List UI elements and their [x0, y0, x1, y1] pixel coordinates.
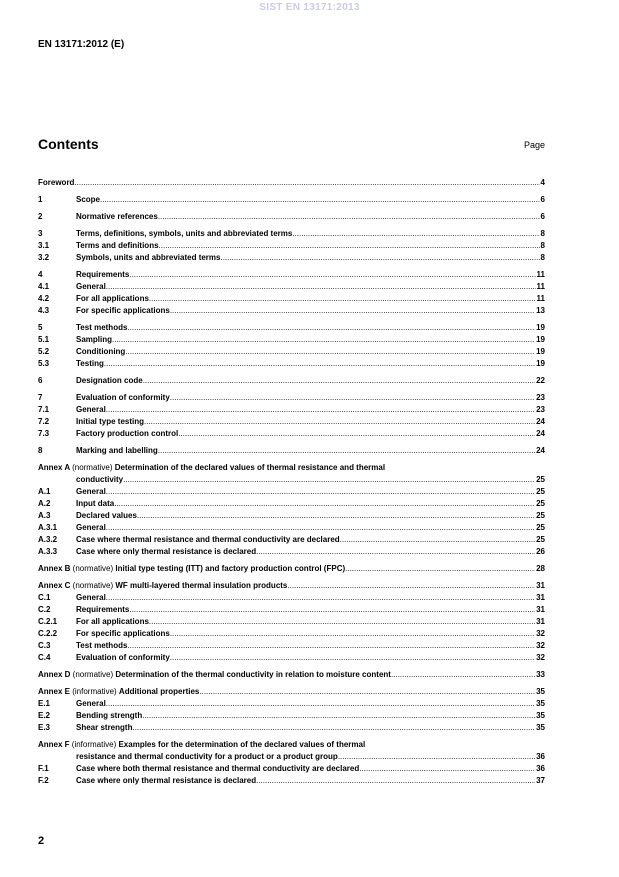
- toc-entry-title: General: [76, 523, 106, 532]
- toc-entry-title: Case where thermal resistance and thermal conductivity are declared: [76, 535, 340, 544]
- toc-entry-title: Conditioning: [76, 347, 126, 356]
- toc-annex-continuation[interactable]: [38, 751, 545, 763]
- toc-entry-title: Marking and labelling: [76, 446, 158, 455]
- toc-entry[interactable]: [38, 763, 545, 775]
- toc-section-number: E.2: [38, 711, 51, 720]
- toc-entry-title: Declared values: [76, 511, 137, 520]
- annex-kind: (normative): [72, 581, 116, 590]
- toc-entry[interactable]: [38, 177, 545, 189]
- toc-page-number: 23: [536, 405, 545, 414]
- toc-annex-entry[interactable]: [38, 739, 545, 751]
- toc-entry[interactable]: [38, 775, 545, 787]
- toc-entry-title: Evaluation of conformity: [76, 393, 170, 402]
- toc-page-number: 35: [536, 723, 545, 732]
- toc-page-number: 25: [536, 475, 545, 484]
- toc-annex-entry[interactable]: [38, 686, 545, 698]
- toc-entry-title: Case where both thermal resistance and thermal conductivity are declared: [76, 764, 360, 773]
- dot-leader: [129, 604, 535, 616]
- dot-leader: [143, 375, 535, 387]
- dot-leader: [159, 240, 540, 252]
- toc-section-number: 4.2: [38, 294, 50, 303]
- toc-entry[interactable]: [38, 546, 545, 558]
- toc-entry-title: conductivity: [76, 475, 124, 484]
- toc-entry-title: For all applications: [76, 617, 149, 626]
- toc-section-number: 2: [38, 212, 43, 221]
- dot-leader: [345, 563, 535, 575]
- toc-entry[interactable]: [38, 305, 545, 317]
- watermark: SIST EN 13171:2013: [259, 2, 360, 13]
- dot-leader: [391, 669, 535, 681]
- toc-annex-entry[interactable]: [38, 462, 545, 474]
- toc-page-number: 23: [536, 393, 545, 402]
- toc-page-number: 35: [536, 711, 545, 720]
- toc-annex-continuation[interactable]: [38, 474, 545, 486]
- dot-leader: [142, 710, 535, 722]
- annex-kind: (informative): [72, 687, 119, 696]
- annex-label: Annex A: [38, 463, 73, 472]
- toc-section-number: 7.1: [38, 405, 50, 414]
- toc-section-number: 7.3: [38, 429, 50, 438]
- toc-entry-title: General: [76, 699, 106, 708]
- toc-page-number: 11: [536, 294, 545, 303]
- dot-leader: [199, 686, 535, 698]
- toc-page-number: 8: [540, 241, 545, 250]
- toc-entry[interactable]: [38, 604, 545, 616]
- annex-title-text: Additional properties: [118, 687, 200, 696]
- dot-leader: [132, 722, 535, 734]
- toc-page-number: 24: [536, 446, 545, 455]
- annex-label: Annex B: [38, 564, 73, 573]
- toc-entry[interactable]: [38, 416, 545, 428]
- toc-entry-title: Input data: [76, 499, 115, 508]
- toc-entry[interactable]: [38, 592, 545, 604]
- toc-entry[interactable]: [38, 652, 545, 664]
- dot-leader: [106, 698, 535, 710]
- toc-entry[interactable]: [38, 628, 545, 640]
- toc-entry[interactable]: [38, 194, 545, 206]
- toc-entry-title: For specific applications: [76, 629, 170, 638]
- toc-entry[interactable]: [38, 428, 545, 440]
- dot-leader: [158, 445, 535, 457]
- toc-entry-title: Initial type testing: [76, 417, 145, 426]
- toc-section-number: 7: [38, 393, 43, 402]
- dot-leader: [220, 252, 539, 264]
- dot-leader: [170, 392, 535, 404]
- toc-page-number: 13: [536, 306, 545, 315]
- toc-section-number: E.3: [38, 723, 51, 732]
- toc-section-number: C.2: [38, 605, 51, 614]
- toc-section-number: C.4: [38, 653, 51, 662]
- toc-entry[interactable]: [38, 616, 545, 628]
- dot-leader: [292, 228, 539, 240]
- dot-leader: [256, 775, 535, 787]
- standard-identifier: EN 13171:2012 (E): [38, 39, 125, 50]
- dot-leader: [256, 546, 535, 558]
- dot-leader: [104, 358, 535, 370]
- dot-leader: [114, 498, 535, 510]
- toc-annex-title: [38, 563, 345, 575]
- toc-page-number: 6: [540, 195, 545, 204]
- toc-entry-title: Terms and definitions: [76, 241, 159, 250]
- toc-section-number: A.3.2: [38, 535, 58, 544]
- dot-leader: [149, 616, 535, 628]
- toc-entry[interactable]: [38, 240, 545, 252]
- toc-page-number: 25: [536, 535, 545, 544]
- toc-annex-entry[interactable]: [38, 580, 545, 592]
- toc-page-number: 8: [540, 229, 545, 238]
- toc-section-number: 5: [38, 323, 43, 332]
- toc-page-number: 32: [536, 641, 545, 650]
- annex-label: Annex D: [38, 670, 73, 679]
- toc-entry[interactable]: [38, 698, 545, 710]
- annex-label: Annex F: [38, 740, 72, 749]
- toc-section-number: 3.2: [38, 253, 50, 262]
- toc-entry-title: Shear strength: [76, 723, 133, 732]
- dot-leader: [106, 522, 535, 534]
- toc-annex-title: [38, 739, 365, 751]
- toc-page-number: 31: [536, 605, 545, 614]
- toc-section-number: 3.1: [38, 241, 50, 250]
- dot-leader: [106, 592, 535, 604]
- toc-entry-title: Factory production control: [76, 429, 179, 438]
- toc-page-number: 22: [536, 376, 545, 385]
- toc-section-number: 5.3: [38, 359, 50, 368]
- toc-entry-title: Foreword: [38, 178, 75, 187]
- dot-leader: [129, 269, 535, 281]
- annex-kind: (normative): [72, 564, 116, 573]
- toc-page-number: 19: [536, 335, 545, 344]
- toc-entry[interactable]: [38, 375, 545, 387]
- toc-section-number: C.2.2: [38, 629, 58, 638]
- toc-entry[interactable]: [38, 640, 545, 652]
- dot-leader: [106, 281, 536, 293]
- dot-leader: [127, 640, 535, 652]
- toc-page-number: 8: [540, 253, 545, 262]
- toc-page-number: 25: [536, 487, 545, 496]
- toc-page-number: 25: [536, 499, 545, 508]
- toc-entry[interactable]: [38, 722, 545, 734]
- toc-entry-title: General: [76, 282, 106, 291]
- toc-page-number: 28: [536, 564, 545, 573]
- toc-page-number: 19: [536, 323, 545, 332]
- page-number: 2: [38, 835, 45, 847]
- dot-leader: [149, 293, 536, 305]
- toc-entry[interactable]: [38, 293, 545, 305]
- dot-leader: [178, 428, 535, 440]
- toc-section-number: 5.2: [38, 347, 50, 356]
- toc-page-number: 35: [536, 699, 545, 708]
- toc-page-number: 36: [536, 764, 545, 773]
- toc-entry[interactable]: [38, 404, 545, 416]
- annex-kind: (normative): [72, 670, 116, 679]
- toc-page-number: 24: [536, 429, 545, 438]
- dot-leader: [112, 334, 535, 346]
- toc-page-number: 33: [536, 670, 545, 679]
- toc-section-number: A.3.3: [38, 547, 58, 556]
- dot-leader: [170, 628, 535, 640]
- page-column-label: Page: [523, 140, 545, 150]
- toc-entry-title: Case where only thermal resistance is declared: [76, 547, 257, 556]
- toc-entry-title: General: [76, 593, 106, 602]
- toc-page-number: 25: [536, 511, 545, 520]
- toc-entry[interactable]: [38, 510, 545, 522]
- toc-entry-title: Sampling: [76, 335, 113, 344]
- dot-leader: [287, 580, 535, 592]
- toc-entry[interactable]: [38, 322, 545, 334]
- toc-entry-title: Symbols, units and abbreviated terms: [76, 253, 221, 262]
- toc-page-number: 4: [540, 178, 545, 187]
- toc-section-number: C.1: [38, 593, 51, 602]
- toc-section-number: A.3: [38, 511, 51, 520]
- toc-section-number: 8: [38, 446, 43, 455]
- dot-leader: [125, 346, 535, 358]
- toc-entry-title: Normative references: [76, 212, 158, 221]
- annex-label: Annex C: [38, 581, 73, 590]
- dot-leader: [158, 211, 540, 223]
- toc-entry-title: Designation code: [76, 376, 143, 385]
- toc-page-number: 31: [536, 593, 545, 602]
- toc-page-number: 32: [536, 653, 545, 662]
- toc-page-number: 24: [536, 417, 545, 426]
- toc-entry[interactable]: [38, 358, 545, 370]
- toc-section-number: 4: [38, 270, 43, 279]
- toc-entry-title: Requirements: [76, 270, 130, 279]
- toc-section-number: E.1: [38, 699, 51, 708]
- toc-page-number: 32: [536, 629, 545, 638]
- toc-entry[interactable]: [38, 392, 545, 404]
- annex-label: Annex E: [38, 687, 73, 696]
- toc-entry[interactable]: [38, 498, 545, 510]
- dot-leader: [359, 763, 535, 775]
- dot-leader: [338, 751, 535, 763]
- toc-annex-entry[interactable]: [38, 669, 545, 681]
- dot-leader: [340, 534, 535, 546]
- toc-annex-title: [38, 669, 391, 681]
- annex-title-text: Determination of the thermal conductivity in relation to moisture content: [115, 670, 391, 679]
- toc-page-number: 37: [536, 776, 545, 785]
- toc-entry[interactable]: [38, 269, 545, 281]
- toc-section-number: A.1: [38, 487, 51, 496]
- dot-leader: [106, 404, 535, 416]
- toc-page-number: 31: [536, 581, 545, 590]
- toc-section-number: 1: [38, 195, 43, 204]
- toc-section-number: F.1: [38, 764, 49, 773]
- toc-section-number: 5.1: [38, 335, 50, 344]
- toc-entry[interactable]: [38, 522, 545, 534]
- toc-entry[interactable]: [38, 534, 545, 546]
- toc-entry[interactable]: [38, 334, 545, 346]
- toc-page-number: 26: [536, 547, 545, 556]
- table-of-contents: [38, 177, 545, 787]
- toc-section-number: 7.2: [38, 417, 50, 426]
- toc-entry-title: Bending strength: [76, 711, 143, 720]
- toc-section-number: C.3: [38, 641, 51, 650]
- dot-leader: [170, 305, 535, 317]
- annex-title-text: Initial type testing (ITT) and factory production control (FPC): [115, 564, 346, 573]
- toc-page-number: 31: [536, 617, 545, 626]
- toc-entry-title: Scope: [76, 195, 101, 204]
- annex-title-text: Determination of the declared values of thermal resistance and thermal: [114, 463, 386, 472]
- annex-kind: (normative): [72, 463, 115, 472]
- toc-entry-title: Case where only thermal resistance is declared: [76, 776, 257, 785]
- annex-kind: (informative): [71, 740, 119, 749]
- toc-entry-title: General: [76, 487, 106, 496]
- toc-section-number: 4.3: [38, 306, 50, 315]
- toc-page-number: 36: [536, 752, 545, 761]
- toc-entry[interactable]: [38, 211, 545, 223]
- toc-entry-title: General: [76, 405, 106, 414]
- toc-annex-title: [38, 580, 287, 592]
- dot-leader: [106, 486, 535, 498]
- dot-leader: [144, 416, 535, 428]
- toc-section-number: 6: [38, 376, 43, 385]
- toc-section-number: A.2: [38, 499, 51, 508]
- annex-title-text: Examples for the determination of the declared values of thermal: [118, 740, 366, 749]
- toc-entry-title: Testing: [76, 359, 104, 368]
- dot-leader: [127, 322, 535, 334]
- toc-annex-entry[interactable]: [38, 563, 545, 575]
- dot-leader: [74, 177, 539, 189]
- toc-entry-title: For specific applications: [76, 306, 170, 315]
- dot-leader: [170, 652, 535, 664]
- toc-page-number: 19: [536, 359, 545, 368]
- toc-entry-title: Test methods: [76, 323, 128, 332]
- toc-entry-title: Evaluation of conformity: [76, 653, 170, 662]
- toc-page-number: 25: [536, 523, 545, 532]
- toc-entry-title: resistance and thermal conductivity for a product or a product group: [76, 752, 338, 761]
- annex-title-text: WF multi-layered thermal insulation products: [115, 581, 288, 590]
- toc-entry-title: For all applications: [76, 294, 149, 303]
- page-title: Contents: [38, 136, 99, 152]
- dot-leader: [100, 194, 540, 206]
- toc-entry[interactable]: [38, 710, 545, 722]
- toc-entry[interactable]: [38, 228, 545, 240]
- toc-page-number: 6: [540, 212, 545, 221]
- toc-annex-title: [38, 686, 199, 698]
- toc-page-number: 11: [536, 270, 545, 279]
- toc-section-number: A.3.1: [38, 523, 58, 532]
- toc-entry-title: Terms, definitions, symbols, units and abbreviated terms: [76, 229, 293, 238]
- toc-entry[interactable]: [38, 281, 545, 293]
- toc-page-number: 11: [536, 282, 545, 291]
- dot-leader: [137, 510, 535, 522]
- toc-entry-title: Requirements: [76, 605, 130, 614]
- toc-entry-title: Test methods: [76, 641, 128, 650]
- toc-section-number: 3: [38, 229, 43, 238]
- toc-section-number: 4.1: [38, 282, 50, 291]
- toc-annex-title: [38, 462, 385, 474]
- dot-leader: [123, 474, 535, 486]
- toc-entry[interactable]: [38, 486, 545, 498]
- toc-entry[interactable]: [38, 445, 545, 457]
- toc-entry[interactable]: [38, 346, 545, 358]
- toc-entry[interactable]: [38, 252, 545, 264]
- toc-section-number: C.2.1: [38, 617, 58, 626]
- toc-section-number: F.2: [38, 776, 49, 785]
- toc-page-number: 19: [536, 347, 545, 356]
- toc-page-number: 35: [536, 687, 545, 696]
